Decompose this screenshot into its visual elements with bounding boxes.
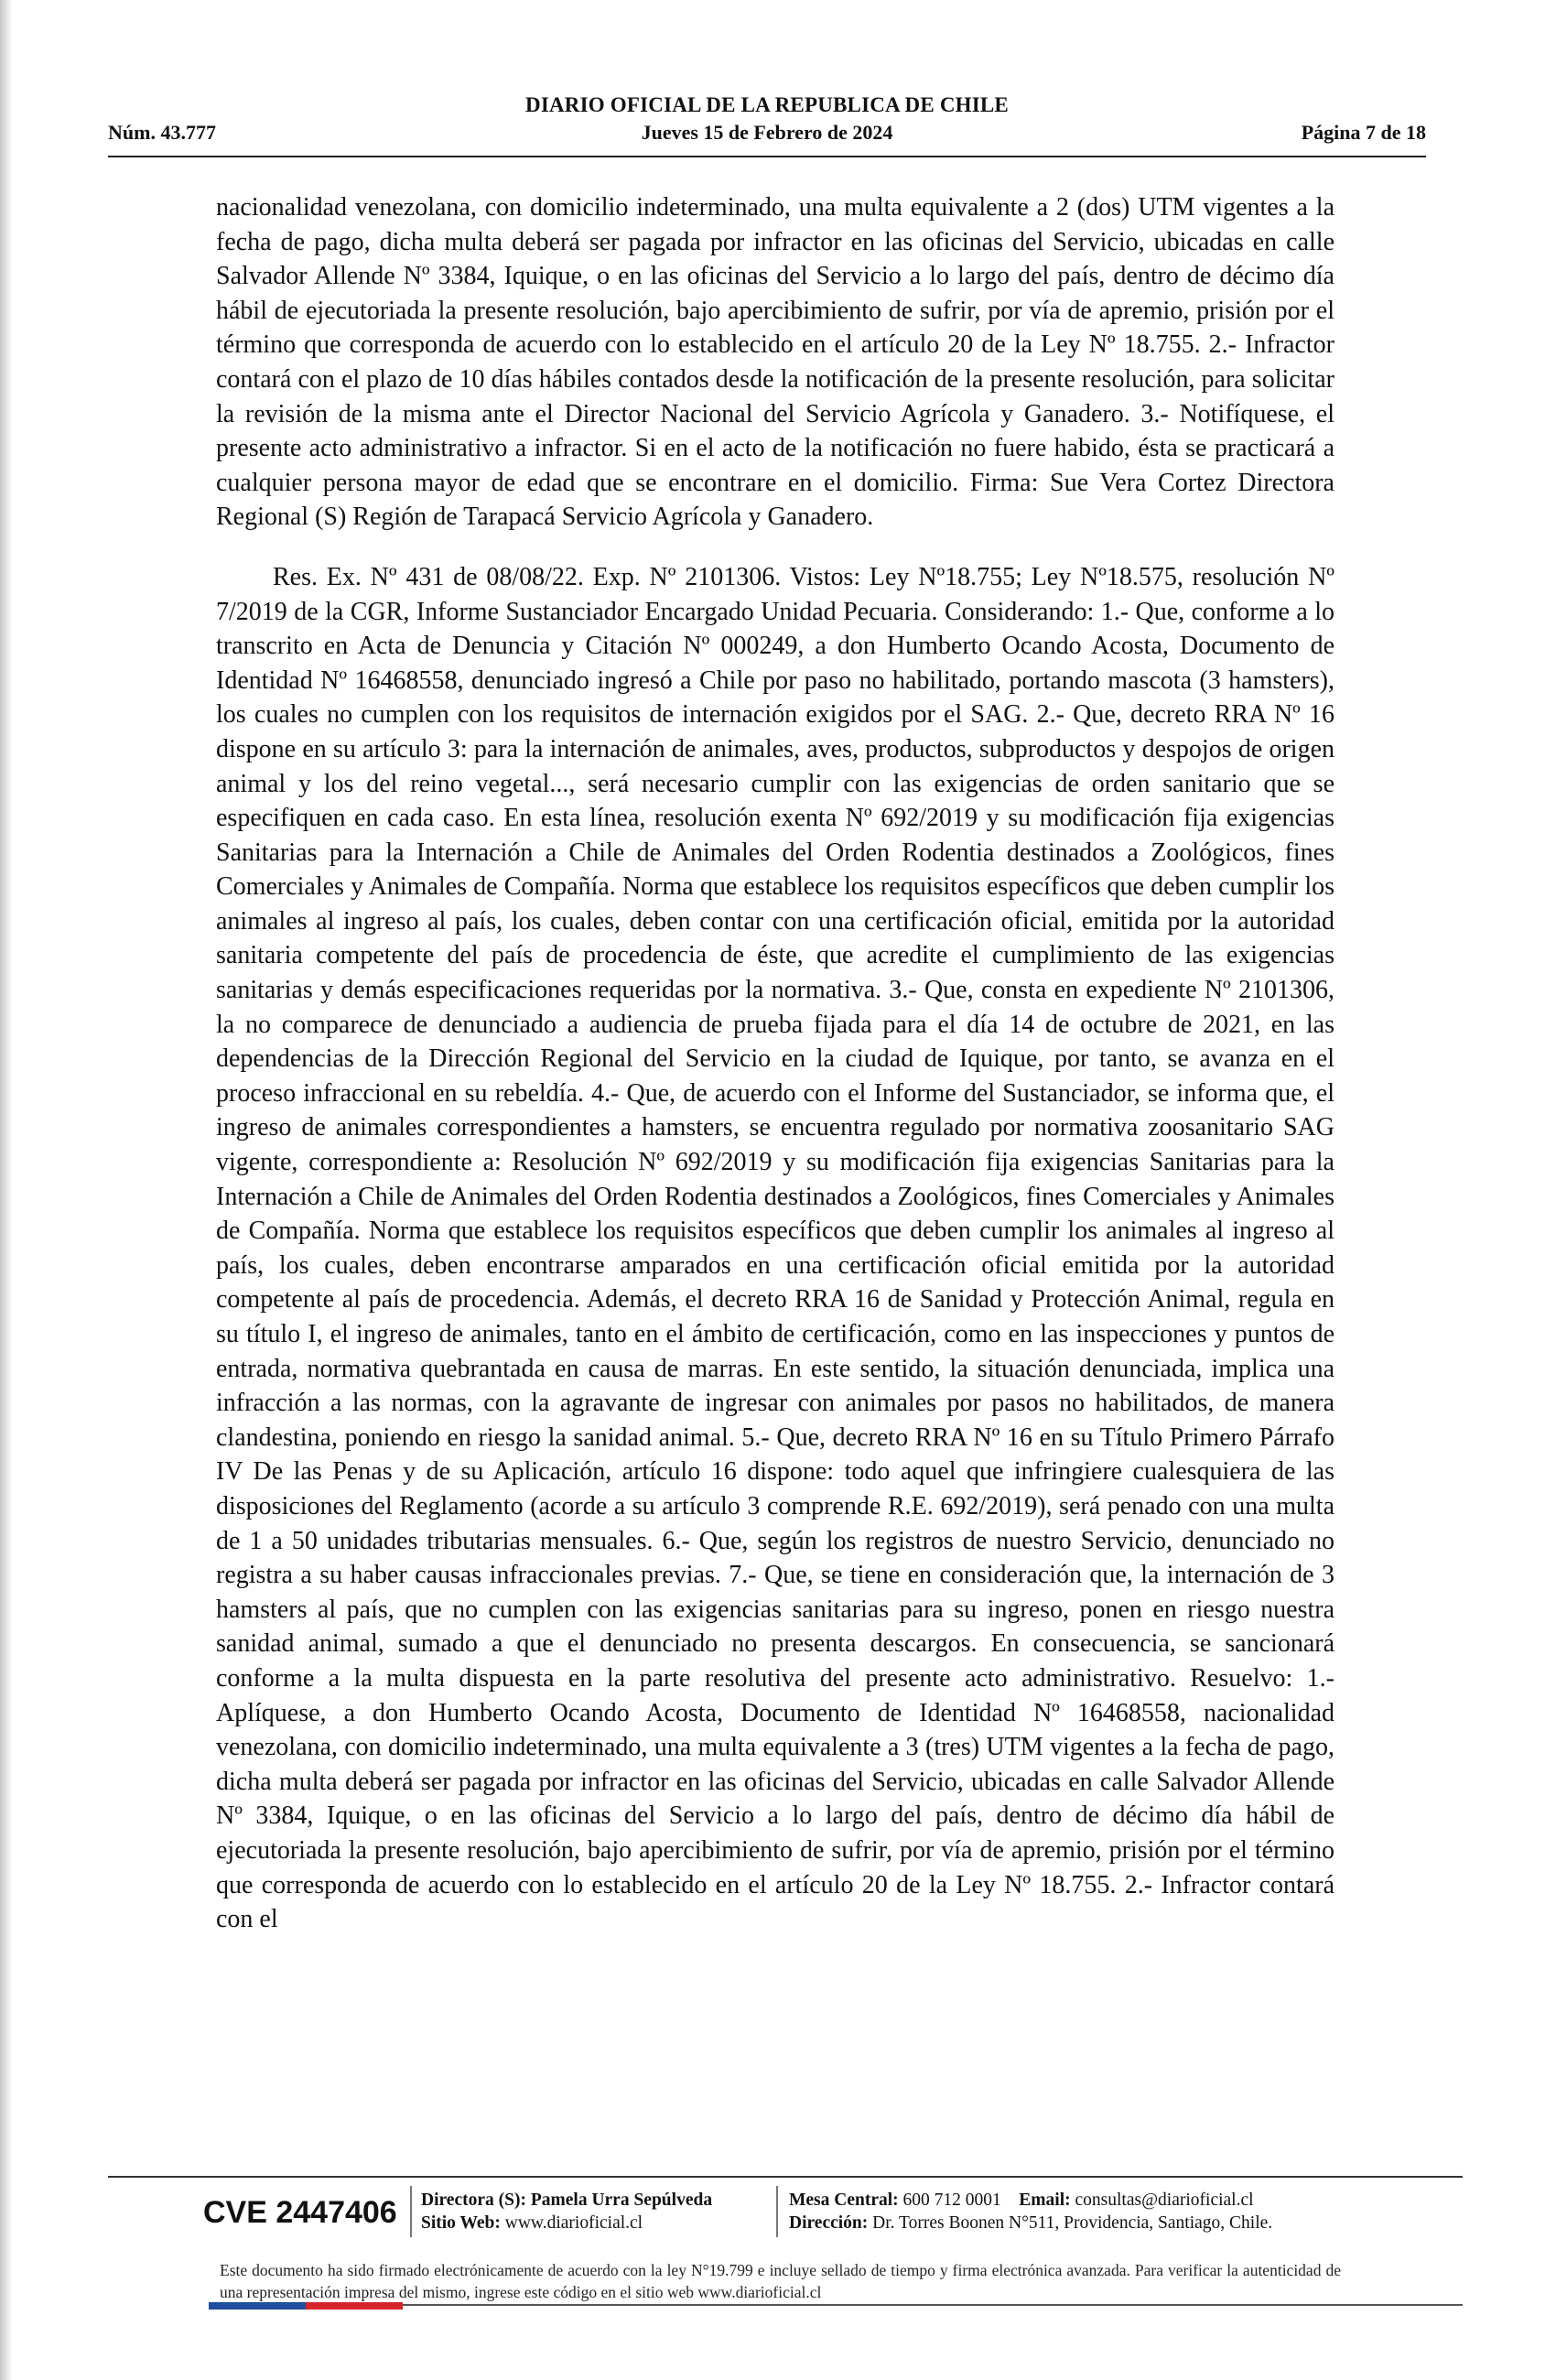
footer-separator bbox=[410, 2186, 412, 2237]
email-label: Email: bbox=[1019, 2191, 1071, 2210]
flag-bar-red bbox=[306, 2302, 403, 2310]
direccion-value: Dr. Torres Boonen N°511, Providencia, Santiago, Chile. bbox=[872, 2213, 1273, 2233]
footer-contact-block bbox=[789, 2189, 1272, 2234]
flag-bar-blue bbox=[209, 2302, 306, 2310]
paragraph-resolution-431: Res. Ex. Nº 431 de 08/08/22. Exp. Nº 2101306. Vistos: Ley Nº18.755; Ley Nº18.575, resolución Nº 7/2019 de la CGR, Informe Sustanciador Encargado Unidad Pecuaria. Considerando: 1.- Que, conforme a lo transcrito en Acta de Denuncia y Citación Nº 000249, a don Humberto Ocando Acosta, Documento de Identidad Nº 16468558, denunciado ingresó a Chile por paso no habilitado, portando mascota (3 hamsters), los cuales no cumplen con los requisitos de internación exigidos por el SAG. 2.- Que, decreto RRA Nº 16 dispone en su artículo 3: para la internación de animales, aves, productos, subproductos y despojos de origen animal y los del reino vegetal..., será necesario cumplir con las exigencias de orden sanitario que se especifiquen en cada caso. En esta línea, resolución exenta Nº 692/2019 y su modificación fija exigencias Sanitarias para la Internación a Chile de Animales del Orden Rodentia destinados a Zoológicos, fines Comerciales y Animales de Compañía. Norma que establece los requisitos específicos que deben cumplir los animales al ingreso al país, los cuales, deben contar con una certificación oficial, emitida por la autoridad sanitaria competente del país de procedencia de éste, que acredite el cumplimiento de las exigencias sanitarias y demás especificaciones requeridas por la normativa. 3.- Que, consta en expediente Nº 2101306, la no comparece de denunciado a audiencia de prueba fijada para el día 14 de octubre de 2021, en las dependencias de la Dirección Regional del Servicio en la ciudad de Iquique, por tanto, se avanza en el proceso infraccional en su rebeldía. 4.- Que, de acuerdo con el Informe del Sustanciador, se informa que, el ingreso de animales correspondientes a hamsters, se encuentra regulado por normativa zoosanitario SAG vigente, correspondiente a: Resolución Nº 692/2019 y su modificación fija exigencias Sanitarias para la Internación a Chile de Animales del Orden Rodentia destinados a Zoológicos, fines Comerciales y Animales de Compañía. Norma que establece los requisitos específicos que deben cumplir los animales al ingreso al país, los cuales, deben encontrarse amparados en una certificación oficial emitida por la autoridad competente al país de procedencia. Además, el decreto RRA 16 de Sanidad y Protección Animal, regula en su título I, el ingreso de animales, tanto en el ámbito de certificación, como en las inspecciones y puntos de entrada, normativa quebrantada en causa de marras. En este sentido, la situación denunciada, implica una infracción a las normas, con la agravante de ingresar con animales por pasos no habilitados, de manera clandestina, poniendo en riesgo la sanidad animal. 5.- Que, decreto RRA Nº 16 en su Título Primero Párrafo IV De las Penas y de su Aplicación, artículo 16 dispone: todo aquel que infringiere cualesquiera de las disposiciones del Reglamento (acorde a su artículo 3 comprende R.E. 692/2019), será penado con una multa de 1 a 50 unidades tributarias mensuales. 6.- Que, según los registros de nuestro Servicio, denunciado no registra a su haber causas infraccionales previas. 7.- Que, se tiene en consideración que, la internación de 3 hamsters al país, que no cumplen con las exigencias sanitarias para su ingreso, ponen en riesgo nuestra sanidad animal, sumado a que el denunciado no presenta descargos. En consecuencia, se sancionará conforme a la multa dispuesta en la parte resolutiva del presente acto administrativo. Resuelvo: 1.- Aplíquese, a don Humberto Ocando Acosta, Documento de Identidad Nº 16468558, nacionalidad venezolana, con domicilio indeterminado, una multa equivalente a 3 (tres) UTM vigentes a la fecha de pago, dicha multa deberá ser pagada por infractor en las oficinas del Servicio, ubicadas en calle Salvador Allende Nº 3384, Iquique, o en las oficinas del Servicio a lo largo del país, dentro de décimo día hábil de ejecutoriada la presente resolución, bajo apercibimiento de sufrir, por vía de apremio, prisión por el término que corresponda de acuerdo con lo establecido en el artículo 20 de la Ley Nº 18.755. 2.- Infractor contará con el bbox=[216, 562, 1334, 1934]
footer-divider bbox=[108, 2176, 1463, 2178]
directora-name: Pamela Urra Sepúlveda bbox=[530, 2191, 713, 2210]
direccion-label: Dirección: bbox=[789, 2213, 869, 2233]
document-body bbox=[216, 190, 1334, 1937]
footer-director-block bbox=[421, 2189, 712, 2234]
issue-number: Núm. 43.777 bbox=[108, 121, 216, 144]
sitio-label: Sitio Web: bbox=[421, 2213, 501, 2233]
sitio-link[interactable]: www.diarioficial.cl bbox=[504, 2213, 643, 2233]
page-indicator: Página 7 de 18 bbox=[1301, 121, 1426, 144]
directora-label: Directora (S): bbox=[421, 2191, 526, 2210]
electronic-signature-notice: Este documento ha sido firmado electrónicamente de acuerdo con la ley N°19.799 e incluye sellado de tiempo y firma electrónica avanzada. Para verificar la autenticidad de una representación impresa del mismo, ingrese este código en el sitio web www.diarioficial.cl bbox=[220, 2261, 1341, 2301]
mesa-label: Mesa Central: bbox=[789, 2191, 899, 2210]
gazette-title: DIARIO OFICIAL DE LA REPUBLICA DE CHILE bbox=[525, 93, 1009, 116]
footer-separator bbox=[776, 2186, 778, 2237]
page-header bbox=[108, 93, 1426, 157]
page-edge-shadow bbox=[0, 0, 13, 2380]
issue-date: Jueves 15 de Febrero de 2024 bbox=[641, 121, 893, 144]
paragraph-continuation: nacionalidad venezolana, con domicilio indeterminado, una multa equivalente a 2 (dos) UTM vigentes a la fecha de pago, dicha multa deberá ser pagada por infractor en las oficinas del Servicio, ubicadas en calle Salvador Allende Nº 3384, Iquique, o en las oficinas del Servicio a lo largo del país, dentro de décimo día hábil de ejecutoriada la presente resolución, bajo apercibimiento de sufrir, por vía de apremio, prisión por el término que corresponda de acuerdo con lo establecido en el artículo 20 de la Ley Nº 18.755. 2.- Infractor contará con el plazo de 10 días hábiles contados desde la notificación de la presente resolución, para solicitar la revisión de la misma ante el Director Nacional del Servicio Agrícola y Ganadero. 3.- Notifíquese, el presente acto administrativo a infractor. Si en el acto de la notificación no fuere habido, ésta se practicará a cualquier persona mayor de edad que se encontrare en el domicilio. Firma: Sue Vera Cortez Directora Regional (S) Región de Tarapacá Servicio Agrícola y Ganadero. bbox=[216, 193, 1334, 532]
header-divider bbox=[108, 156, 1426, 157]
email-link[interactable]: consultas@diarioficial.cl bbox=[1075, 2191, 1254, 2210]
mesa-phone: 600 712 0001 bbox=[902, 2191, 1001, 2210]
cve-code: CVE 2447406 bbox=[203, 2195, 397, 2230]
